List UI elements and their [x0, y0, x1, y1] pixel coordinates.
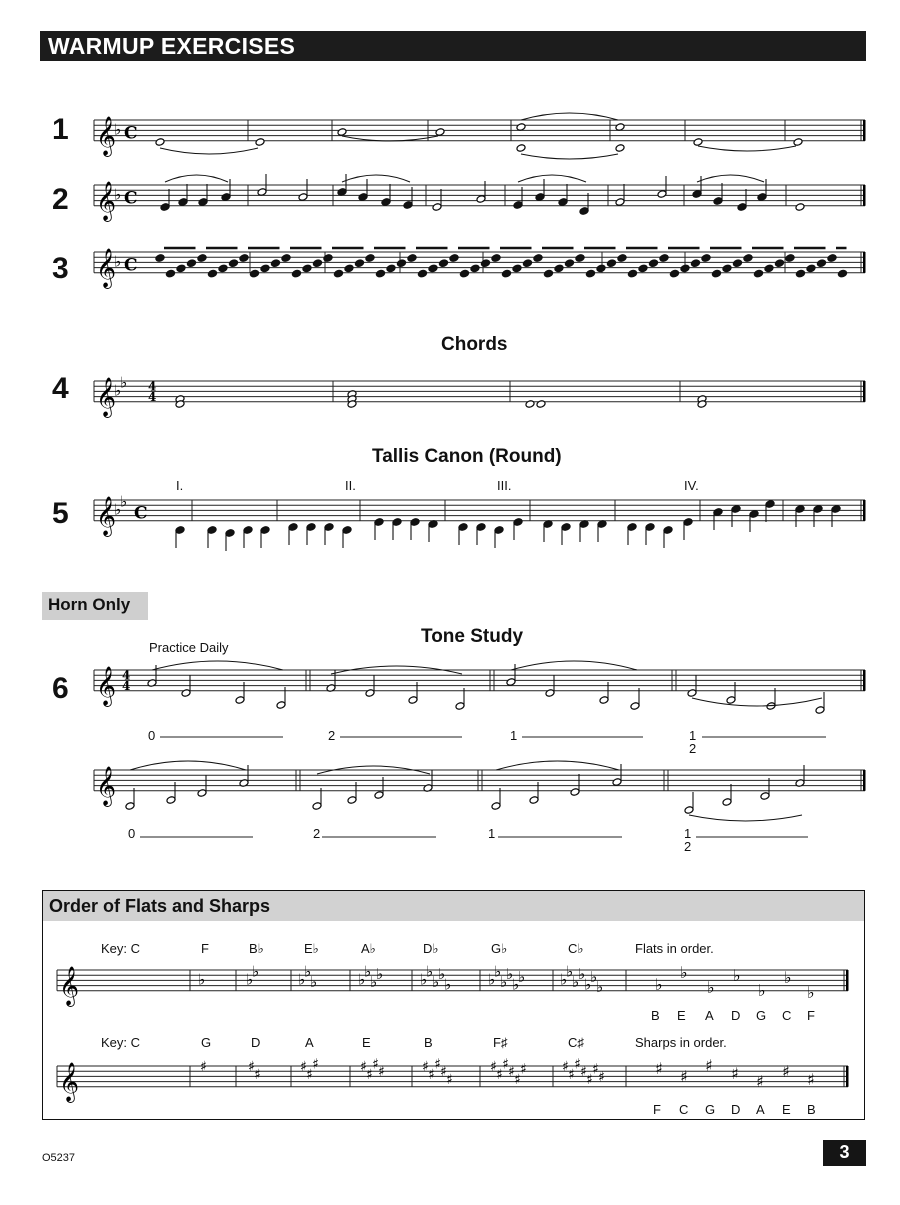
- note-head: [701, 254, 711, 263]
- flat-key-label: B♭: [249, 941, 264, 956]
- sharp-sign-icon: ♯: [428, 1066, 435, 1083]
- flat-key-label: F: [201, 941, 209, 956]
- flat-letter: D: [731, 1008, 741, 1023]
- note-head: [481, 259, 491, 268]
- note-head: [187, 259, 197, 268]
- flat-sign-icon: ♭: [784, 968, 792, 987]
- sharp-sign-icon: ♯: [366, 1066, 373, 1083]
- note-head: [313, 259, 323, 268]
- round-mark-1: I.: [176, 478, 184, 493]
- sharp-sign-icon: ♯: [680, 1067, 688, 1086]
- fingering-label: 1: [488, 826, 496, 841]
- fingering-label: 2: [313, 826, 321, 841]
- sharp-letter: A: [756, 1102, 765, 1117]
- time-signature-bottom: 4: [148, 389, 157, 404]
- flat-sign-icon: ♭: [444, 975, 452, 994]
- note-head: [617, 254, 627, 263]
- fingering-label: 0: [128, 826, 136, 841]
- fingering-label: 1: [689, 728, 697, 743]
- sharp-key-label: A: [305, 1035, 314, 1050]
- slur: [692, 698, 822, 706]
- slur: [496, 761, 619, 770]
- sharp-sign-icon: ♯: [378, 1064, 385, 1081]
- fingering-label: 2: [684, 839, 692, 854]
- note-head: [533, 254, 543, 263]
- final-barline-thick: [846, 970, 849, 991]
- note-head: [775, 259, 785, 268]
- exercise-number-2: 2: [52, 183, 69, 216]
- flat-sign-icon: ♭: [198, 970, 206, 989]
- tallis-canon-heading: Tallis Canon (Round): [372, 446, 562, 467]
- slur: [342, 136, 438, 141]
- note-head: [197, 254, 207, 263]
- flat-sign-icon: ♭: [246, 970, 254, 989]
- note-head: [785, 254, 795, 263]
- flat-sign-icon: ♭: [488, 970, 496, 989]
- note-head: [586, 269, 596, 278]
- common-time-icon: C: [134, 503, 148, 524]
- sharp-sign-icon: ♯: [586, 1072, 593, 1088]
- time-signature-bottom: 4: [122, 678, 131, 693]
- note-head: [817, 259, 827, 268]
- note-head: [565, 259, 575, 268]
- sharp-sign-icon: ♯: [562, 1059, 569, 1075]
- fingering-label: 2: [689, 741, 697, 756]
- final-barline-thick: [863, 120, 866, 141]
- note-head: [796, 269, 806, 278]
- flat-key-label: D♭: [423, 941, 439, 956]
- common-time-icon: C: [124, 255, 138, 276]
- flats-in-order-label: Flats in order.: [635, 941, 714, 956]
- sharp-sign-icon: ♯: [782, 1062, 790, 1081]
- sharp-sign-icon: ♯: [300, 1059, 307, 1075]
- note-head: [554, 264, 564, 273]
- sharp-sign-icon: ♯: [514, 1072, 521, 1088]
- note-head: [536, 400, 546, 409]
- treble-clef-icon: 𝄞: [96, 765, 117, 806]
- sharp-sign-icon: ♯: [312, 1056, 319, 1073]
- order-box-title: Order of Flats and Sharps: [49, 896, 271, 916]
- flat-letter: E: [677, 1008, 686, 1023]
- final-barline-thick: [863, 252, 866, 273]
- note-head: [229, 259, 239, 268]
- sharp-sign-icon: ♯: [360, 1059, 367, 1075]
- treble-clef-icon: 𝄞: [59, 965, 80, 1006]
- note-head: [795, 203, 805, 212]
- note-head: [337, 128, 347, 137]
- note-head: [523, 259, 533, 268]
- sharp-sign-icon: ♯: [705, 1056, 713, 1075]
- note-head: [428, 264, 438, 273]
- note-head: [418, 269, 428, 278]
- note-head: [292, 269, 302, 278]
- sharp-sign-icon: ♯: [254, 1066, 261, 1083]
- note-head: [491, 254, 501, 263]
- flat-sign-icon: ♭: [494, 962, 502, 981]
- horn-only-label: Horn Only: [48, 595, 131, 614]
- note-head: [575, 254, 585, 263]
- slur: [518, 175, 586, 182]
- sharp-sign-icon: ♯: [306, 1066, 313, 1083]
- fingering-label: 1: [684, 826, 692, 841]
- note-head: [271, 259, 281, 268]
- sharp-key-label: E: [362, 1035, 371, 1050]
- flat-sign-icon: ♭: [560, 970, 568, 989]
- sharp-sign-icon: ♯: [508, 1064, 515, 1081]
- note-head: [218, 264, 228, 273]
- flat-sign-icon: ♭: [370, 973, 378, 991]
- note-head: [793, 138, 803, 147]
- catalog-code: O5237: [42, 1152, 76, 1164]
- page-title: WARMUP EXERCISES: [48, 33, 296, 59]
- treble-clef-icon: 𝄞: [96, 665, 117, 706]
- round-mark-3: III.: [497, 478, 512, 493]
- page-number: 3: [839, 1142, 850, 1162]
- round-mark-2: II.: [345, 478, 356, 493]
- exercise-number-3: 3: [52, 252, 69, 285]
- flat-sign-icon: ♭: [114, 185, 122, 204]
- sharp-sign-icon: ♯: [422, 1059, 429, 1075]
- final-barline-thick: [846, 1066, 849, 1087]
- final-barline-thick: [863, 381, 866, 402]
- exercise-number-6: 6: [52, 672, 69, 705]
- flat-sign-icon: ♭: [114, 500, 122, 519]
- sharp-sign-icon: ♯: [520, 1061, 527, 1078]
- sharp-sign-icon: ♯: [248, 1059, 255, 1075]
- flat-sign-icon: ♭: [655, 975, 663, 994]
- slur: [160, 148, 258, 154]
- sharp-key-label: B: [424, 1035, 433, 1050]
- note-head: [544, 269, 554, 278]
- note-head: [155, 138, 165, 147]
- sharp-sign-icon: ♯: [434, 1056, 441, 1073]
- note-head: [176, 264, 186, 273]
- slur: [165, 175, 228, 182]
- slur: [521, 154, 618, 159]
- practice-daily-text: Practice Daily: [149, 640, 229, 655]
- flat-sign-icon: ♭: [114, 252, 122, 271]
- note-head: [208, 269, 218, 278]
- treble-clef-icon: 𝄞: [96, 115, 117, 156]
- slur: [152, 661, 283, 670]
- note-head: [764, 264, 774, 273]
- note-head: [449, 254, 459, 263]
- note-head: [691, 259, 701, 268]
- final-barline-thick: [863, 500, 866, 521]
- note-head: [155, 254, 165, 263]
- exercise-number-1: 1: [52, 113, 69, 146]
- sharp-key-label: D: [251, 1035, 261, 1050]
- flat-key-label: C♭: [568, 941, 584, 956]
- common-time-icon: C: [124, 188, 138, 209]
- sharp-sign-icon: ♯: [200, 1059, 207, 1075]
- flat-sign-icon: ♭: [578, 965, 586, 984]
- flat-letter: A: [705, 1008, 714, 1023]
- sharp-letter: G: [705, 1102, 716, 1117]
- flat-sign-icon: ♭: [358, 970, 366, 989]
- flat-sign-icon: ♭: [500, 973, 508, 991]
- note-head: [638, 264, 648, 273]
- note-head: [439, 259, 449, 268]
- note-head: [435, 128, 445, 137]
- flat-sign-icon: ♭: [758, 981, 766, 1000]
- note-head: [693, 138, 703, 147]
- note-head: [827, 254, 837, 263]
- sharp-sign-icon: ♯: [655, 1059, 663, 1078]
- chords-heading: Chords: [441, 334, 508, 355]
- note-head: [733, 259, 743, 268]
- treble-clef-icon: 𝄞: [59, 1061, 80, 1102]
- flat-letter: G: [756, 1008, 767, 1023]
- flat-sign-icon: ♭: [807, 983, 815, 1002]
- sharp-key-label: F♯: [493, 1035, 508, 1050]
- sharp-sign-icon: ♯: [496, 1066, 503, 1083]
- flat-sign-icon: ♭: [596, 978, 604, 997]
- flat-sign-icon: ♭: [114, 381, 122, 400]
- final-barline-thick: [863, 670, 866, 691]
- exercise-number-5: 5: [52, 497, 69, 530]
- slur: [689, 815, 802, 821]
- fingering-label: 2: [328, 728, 336, 743]
- slur: [697, 175, 764, 182]
- sharp-sign-icon: ♯: [574, 1056, 581, 1073]
- sharp-letter: D: [731, 1102, 741, 1117]
- note-head: [628, 269, 638, 278]
- treble-clef-icon: 𝄞: [96, 495, 117, 536]
- flat-sign-icon: ♭: [512, 975, 520, 994]
- note-head: [525, 400, 535, 409]
- note-head: [397, 259, 407, 268]
- treble-clef-icon: 𝄞: [96, 180, 117, 221]
- time-signature-top: 4: [148, 379, 157, 394]
- note-head: [516, 144, 526, 153]
- sharp-key-label: C♯: [568, 1035, 584, 1050]
- note-head: [239, 254, 249, 263]
- flat-sign-icon: ♭: [432, 973, 440, 991]
- treble-clef-icon: 𝄞: [96, 376, 117, 417]
- sharp-sign-icon: ♯: [592, 1061, 599, 1078]
- sharp-sign-icon: ♯: [372, 1056, 379, 1073]
- slur: [342, 175, 410, 182]
- sharp-key-label: G: [201, 1035, 212, 1050]
- note-head: [838, 269, 848, 278]
- flat-sign-icon: ♭: [304, 962, 312, 981]
- flat-sign-icon: ♭: [590, 967, 598, 986]
- flat-letter: C: [782, 1008, 792, 1023]
- flat-sign-icon: ♭: [506, 965, 514, 984]
- flat-sign-icon: ♭: [114, 120, 122, 139]
- sharp-letter: F: [653, 1102, 661, 1117]
- fingering-label: 1: [510, 728, 518, 743]
- flat-sign-icon: ♭: [518, 967, 526, 986]
- flat-sign-icon: ♭: [707, 978, 715, 997]
- flat-sign-icon: ♭: [438, 965, 446, 984]
- note-head: [806, 264, 816, 273]
- sharp-letter: C: [679, 1102, 689, 1117]
- note-head: [407, 254, 417, 263]
- flat-key-label: E♭: [304, 941, 319, 956]
- sharp-sign-icon: ♯: [502, 1056, 509, 1073]
- flat-sign-icon: ♭: [298, 970, 306, 989]
- sharp-sign-icon: ♯: [756, 1072, 764, 1091]
- note-head: [670, 269, 680, 278]
- time-signature-top: 4: [122, 668, 131, 683]
- note-head: [607, 259, 617, 268]
- sharp-sign-icon: ♯: [580, 1064, 587, 1081]
- sharp-key-label: Key: C: [101, 1035, 141, 1050]
- sharp-sign-icon: ♯: [807, 1070, 815, 1089]
- flat-letter: F: [807, 1008, 815, 1023]
- note-head: [344, 264, 354, 273]
- flat-sign-icon: ♭: [252, 962, 260, 981]
- common-time-icon: C: [124, 123, 138, 144]
- note-head: [365, 254, 375, 263]
- sharp-sign-icon: ♯: [731, 1064, 739, 1083]
- exercise-number-4: 4: [52, 372, 69, 405]
- flat-sign-icon: ♭: [120, 373, 128, 392]
- final-barline-thick: [863, 770, 866, 791]
- flat-sign-icon: ♭: [566, 962, 574, 981]
- round-mark-4: IV.: [684, 478, 699, 493]
- note-head: [386, 264, 396, 273]
- note-head: [596, 264, 606, 273]
- note-head: [334, 269, 344, 278]
- tone-study-heading: Tone Study: [421, 626, 524, 647]
- slur: [698, 146, 796, 151]
- note-head: [281, 254, 291, 263]
- note-head: [166, 269, 176, 278]
- flat-sign-icon: ♭: [733, 966, 741, 985]
- note-head: [754, 269, 764, 278]
- flat-sign-icon: ♭: [376, 965, 384, 984]
- flat-key-label: Key: C: [101, 941, 141, 956]
- note-head: [260, 264, 270, 273]
- flat-sign-icon: ♭: [420, 970, 428, 989]
- flat-sign-icon: ♭: [680, 963, 688, 982]
- note-head: [659, 254, 669, 263]
- note-head: [615, 144, 625, 153]
- slur: [521, 113, 618, 120]
- sharp-sign-icon: ♯: [568, 1066, 575, 1083]
- treble-clef-icon: 𝄞: [96, 247, 117, 288]
- note-head: [502, 269, 512, 278]
- note-head: [302, 264, 312, 273]
- flat-sign-icon: ♭: [310, 973, 318, 991]
- final-barline-thick: [863, 185, 866, 206]
- sharp-sign-icon: ♯: [440, 1064, 447, 1081]
- fingering-label: 0: [148, 728, 156, 743]
- note-head: [470, 264, 480, 273]
- note-head: [255, 138, 265, 147]
- sharp-letter: E: [782, 1102, 791, 1117]
- slur: [511, 661, 637, 670]
- note-head: [376, 269, 386, 278]
- sharp-sign-icon: ♯: [490, 1059, 497, 1075]
- flat-key-label: A♭: [361, 941, 376, 956]
- sharp-letter: B: [807, 1102, 816, 1117]
- note-head: [355, 259, 365, 268]
- flat-sign-icon: ♭: [572, 973, 580, 991]
- note-head: [743, 254, 753, 263]
- flat-key-label: G♭: [491, 941, 508, 956]
- sharp-sign-icon: ♯: [446, 1072, 453, 1088]
- note-head: [460, 269, 470, 278]
- flat-sign-icon: ♭: [426, 962, 434, 981]
- note-head: [649, 259, 659, 268]
- note-head: [712, 269, 722, 278]
- note-head: [512, 264, 522, 273]
- flat-sign-icon: ♭: [120, 492, 128, 511]
- sharps-in-order-label: Sharps in order.: [635, 1035, 727, 1050]
- flat-sign-icon: ♭: [364, 962, 372, 981]
- note-head: [722, 264, 732, 273]
- note-head: [250, 269, 260, 278]
- flat-sign-icon: ♭: [584, 975, 592, 994]
- flat-letter: B: [651, 1008, 660, 1023]
- slur: [130, 761, 246, 770]
- note-head: [680, 264, 690, 273]
- sharp-sign-icon: ♯: [598, 1069, 605, 1086]
